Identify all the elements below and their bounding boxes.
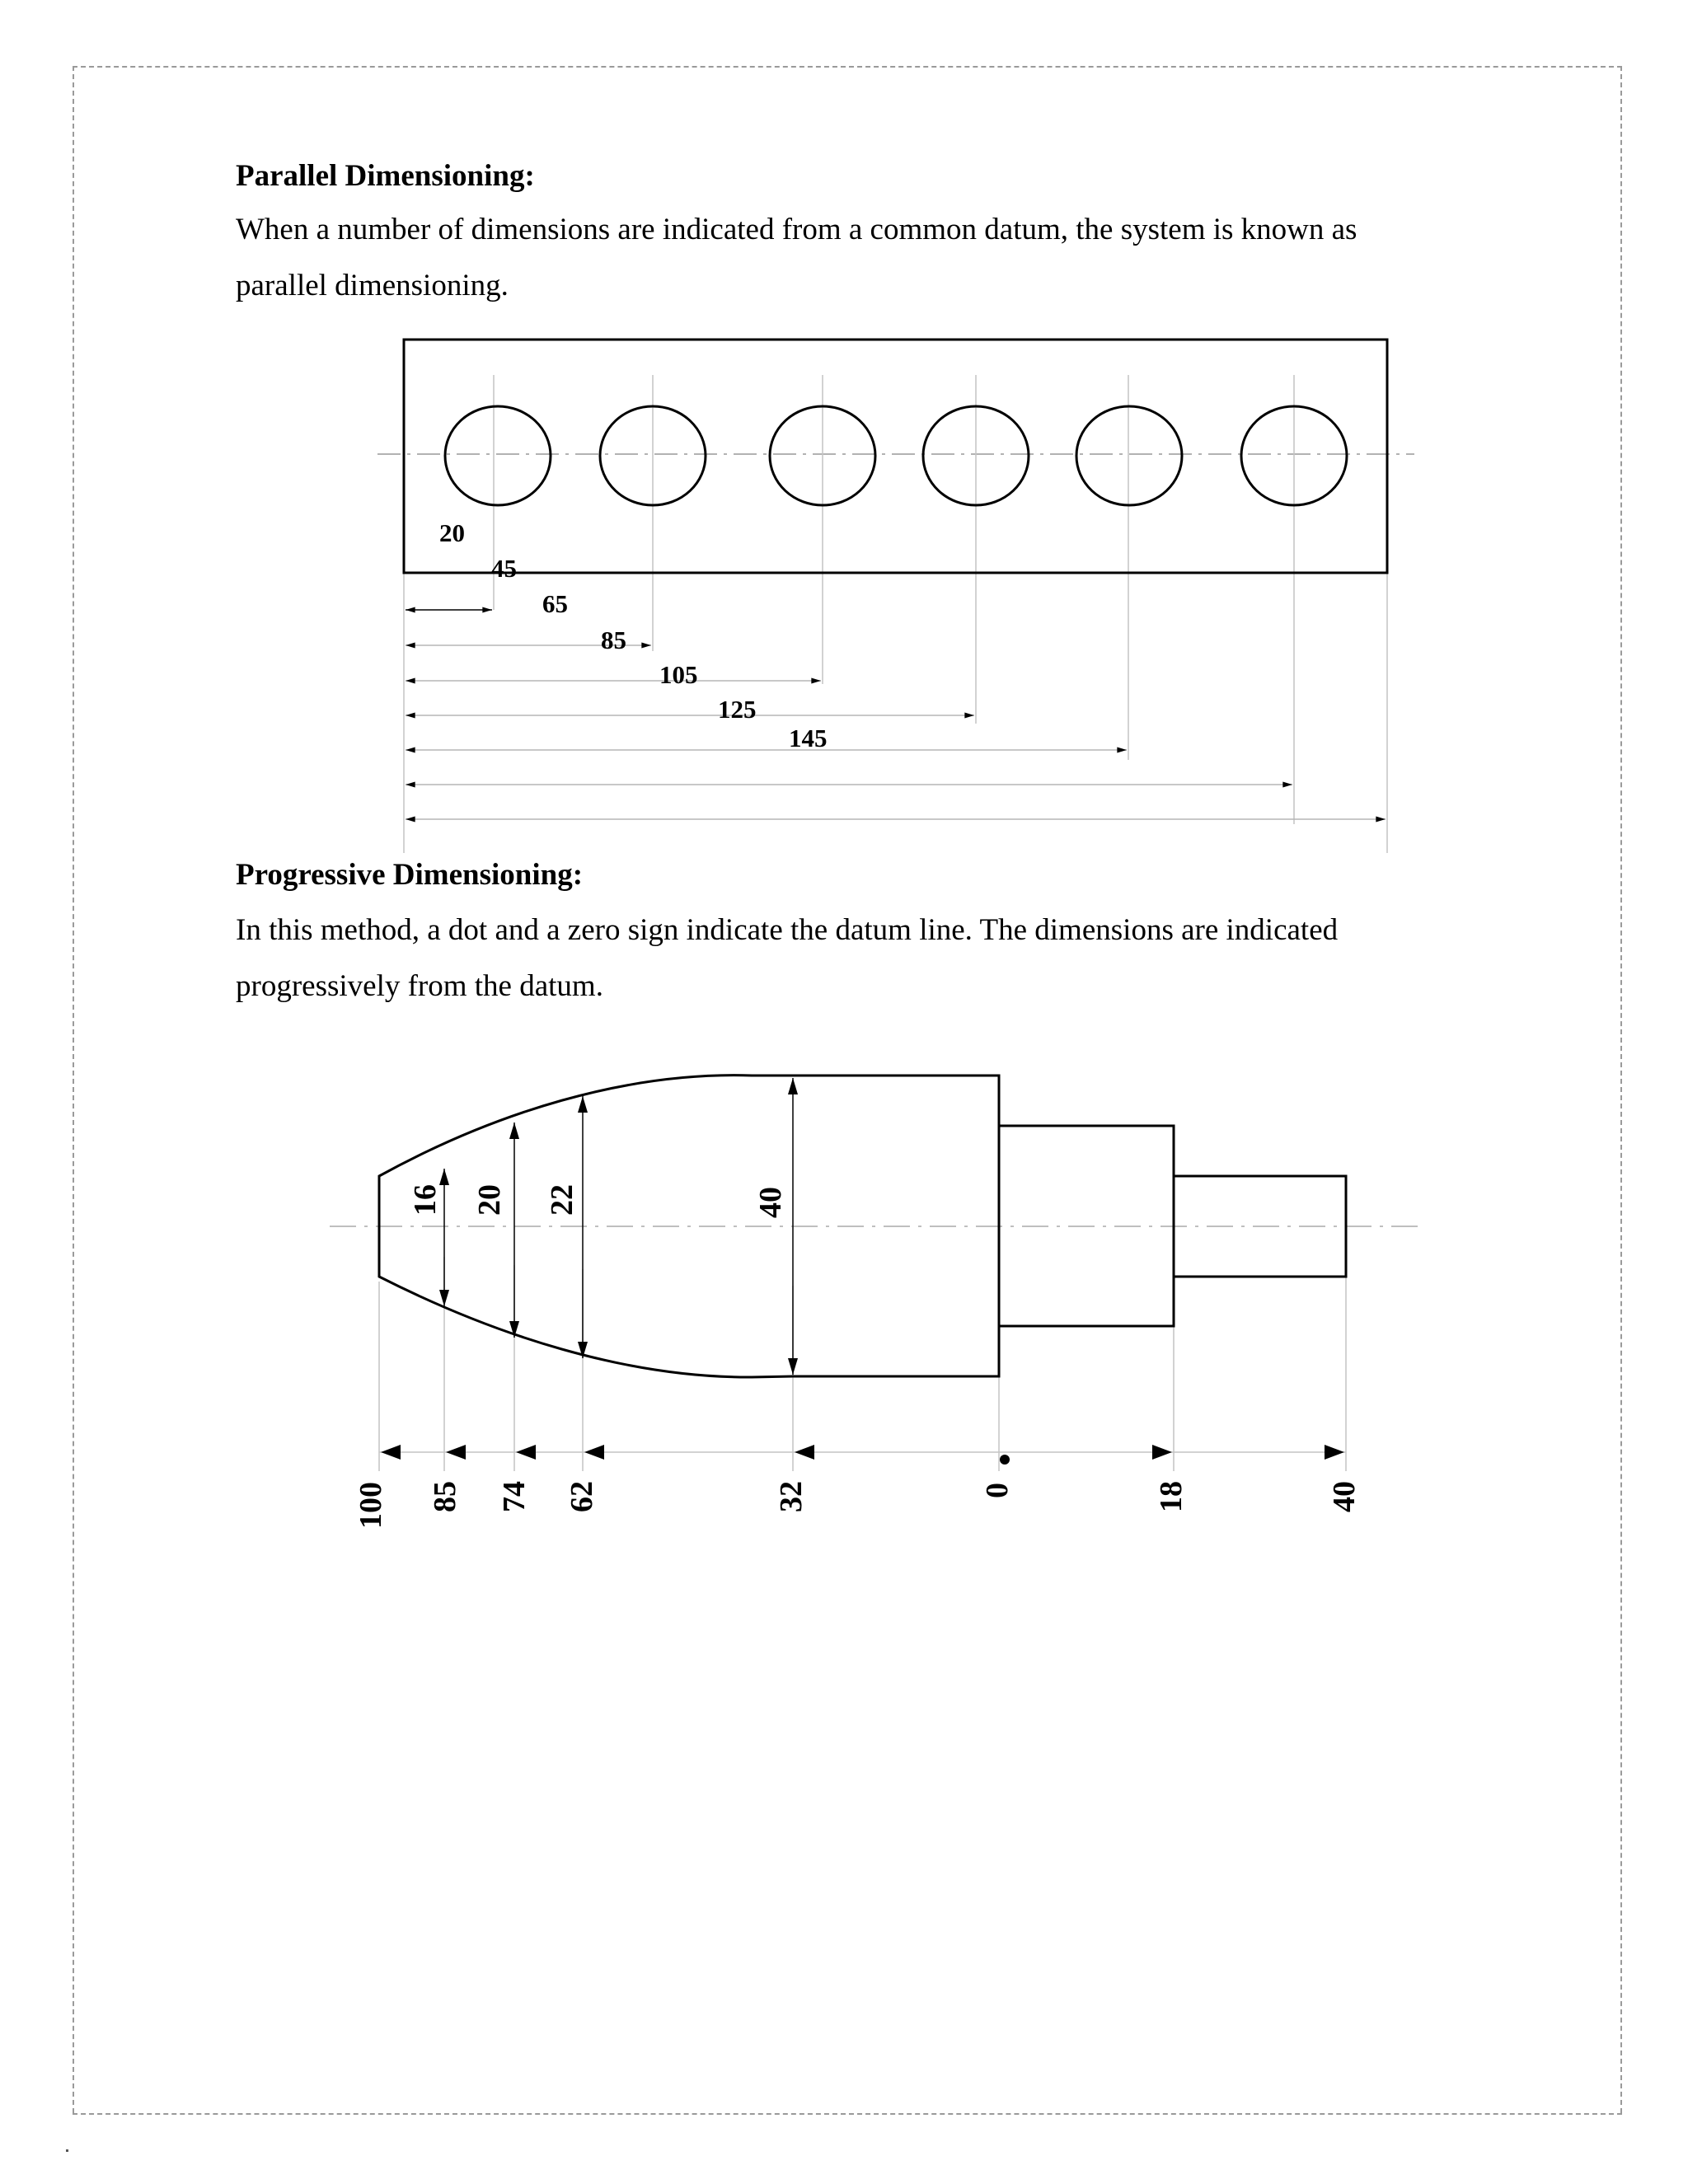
shaft-extension-lines (379, 1257, 1346, 1471)
progressive-dimensioning-heading: Progressive Dimensioning: (236, 858, 584, 892)
dim-label-145: 145 (789, 724, 828, 752)
arrow-74 (516, 1445, 536, 1460)
dia-label-22: 22 (545, 1184, 579, 1216)
arrow-40 (1325, 1445, 1344, 1460)
datum-dot (1000, 1455, 1010, 1465)
pos-label-32: 32 (774, 1481, 809, 1512)
dia-label-20: 20 (472, 1184, 507, 1216)
page-border-bottom (73, 2113, 1622, 2115)
arrow-100 (381, 1445, 401, 1460)
parallel-dimensioning-heading: Parallel Dimensioning: (236, 159, 535, 193)
pos-label-100: 100 (354, 1482, 388, 1529)
dim-label-125: 125 (718, 695, 757, 724)
arrow-32 (795, 1445, 814, 1460)
dim-label-65: 65 (542, 589, 568, 618)
progressive-dimensioning-text: In this method, a dot and a zero sign indicate the datum line. The dimensions are indicated progressively from the datum. (236, 913, 1339, 1003)
dim-label-20: 20 (439, 518, 465, 547)
pos-label-40: 40 (1327, 1481, 1362, 1512)
arrow-62 (584, 1445, 604, 1460)
pos-label-85: 85 (428, 1481, 462, 1512)
pos-label-18: 18 (1154, 1481, 1189, 1512)
parallel-dimensioning-text: When a number of dimensions are indicated from a common datum, the system is known as parallel dimensioning. (236, 213, 1357, 302)
dim-label-45: 45 (491, 554, 517, 583)
pos-label-62: 62 (565, 1481, 599, 1512)
progressive-arrows (381, 1445, 1344, 1465)
stray-mark (66, 2149, 68, 2152)
pos-label-74: 74 (497, 1481, 532, 1512)
dim-label-85: 85 (601, 626, 626, 654)
dim-label-105: 105 (659, 660, 698, 689)
pos-label-0: 0 (980, 1483, 1015, 1498)
dia-label-40: 40 (753, 1187, 788, 1218)
dia-label-16: 16 (408, 1184, 443, 1216)
arrow-85 (446, 1445, 466, 1460)
arrow-18 (1152, 1445, 1172, 1460)
